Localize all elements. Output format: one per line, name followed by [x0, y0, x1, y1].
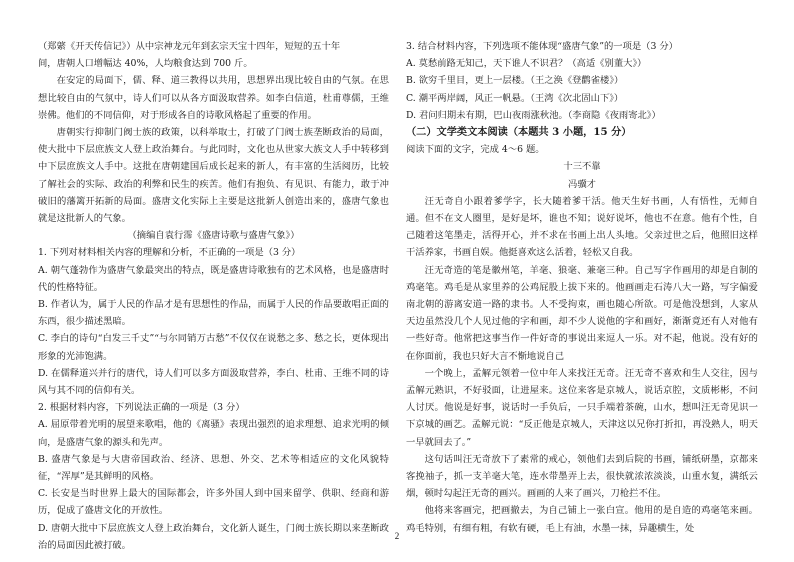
option-2a: A. 屈原带着光明的展望来歌唱，他的《离骚》表现出强烈的追求理想、追求光明的倾向，是盛唐气象的源头和先声。	[38, 419, 389, 448]
text-line: （郑綮《开天传信记》）从中宗神龙元年到玄宗天宝十四年，短短的五十年 间，唐朝人口增幅达 40%，人均粮食达到 700 斤。	[38, 41, 341, 70]
option-3b: B. 欲穷千里目，更上一层楼。（王之涣《登鹳雀楼》）	[406, 75, 624, 87]
question-2: 2. 根据材料内容，下列说法正确的一项是（3 分）	[38, 402, 245, 414]
story-paragraph: 汪无奇自小跟着爹学字，长大随着爹干活。他天生好书画，人有悟性，无师自通。但不在文人圈里，是好是坏，谁也不知；说好说坏，他也不在意。他有个性，自己随着这笔墨走，活得开心，并不求在书画上出人头地。父亲过世之后，他照旧这样干活养家，书画自娱。他挺喜欢这么活着，轻松又自我。	[406, 195, 758, 259]
story-paragraph: 这句话叫汪无奇放下了素常的戒心，领他们去到后院的书画，铺纸研墨，京都来客挽袖子，抓一支羊毫大笔，连水带墨弄上去，很快就浓浓淡淡，山重水复，满纸云烟，顿时勾起汪无奇的画兴。画画的人来了画兴，刀枪拦不住。	[406, 453, 758, 500]
option-1d: D. 在儒释道兴并行的唐代，诗人们可以多方面汲取营养，李白、杜甫、王维不同的诗风与其不同的信仰有关。	[38, 367, 389, 397]
option-3c: C. 潮平两岸阔，风正一帆悬。（王湾《次北固山下》）	[406, 92, 624, 104]
option-1b: B. 作者认为，属于人民的作品才是有思想性的作品，而属于人民的作品要敢唱正面的东西，很少描述黑暗。	[38, 299, 389, 328]
text-line: 在安定的局面下，儒、释、道三教得以共用，思想界出现比较自由的气氛。在思想比较自由的气氛中，诗人们可以从各方面汲取营养。如李白信道，杜甫尊儒，王维崇佛。他们的不同信仰，对于形成各自的诗歌风格起了重要的作用。	[38, 75, 389, 121]
source-citation: （摘编自袁行霈《盛唐诗歌与盛唐气象》）	[127, 230, 300, 242]
story-author: 冯骥才	[568, 178, 596, 190]
story-paragraph: 一个晚上，孟解元领着一位中年人来找汪无奇。汪无奇不喜欢和生人交往，因与孟解元熟识，不好驳面，让进屋来。这位来客是京城人，说话京腔，文质彬彬，不问人讨厌。他说是好事，说话时一手负后，一只手端着茶碗，山水，想叫汪无奇见识一下京城的画艺。孟解元说：“反正他是京城人，天津这以兄你打折扣，再没熟人，明天一早就回去了。”	[406, 367, 758, 448]
section-heading: （二）文学类文本阅读（本题共 3 小题，15 分）	[406, 126, 632, 139]
option-1a: A. 朝气蓬勃作为盛唐气象最突出的特点，既是盛唐诗歌独有的艺术风格，也是盛唐时代的性格特征。	[38, 264, 389, 293]
option-2b: B. 盛唐气象是与大唐帝国政治、经济、思想、外交、艺术等相适应的文化风貌特征，“浑厚”是其鲜明的风格。	[38, 453, 389, 483]
story-paragraph: 汪无奇造的笔是徽州笔，羊毫、狼毫、兼毫三种。自己写字作画用的却是自制的鸡毫笔。鸡毛是从家里养的公鸡屁股上拔下来的。他画画走石涛八大一路，写字偏爱南北朝的游离安道一路的隶书。人不受拘束，画也随心所欲。可是他没想到，人家从天边虽然没几个人见过他的字和画，却不少人说他的字和画好，渐渐竟还有人对他有一些好奇。他常把这事当作一件好奇的事说出来逗人一乐。对不起，他说。没有好的在你面前，我也只好大言不惭地说自己	[406, 264, 758, 362]
story-title: 十三不靠	[563, 161, 601, 173]
page-number: 2	[394, 531, 400, 541]
option-2d: D. 唐朝大批中下层庶族文人登上政治舞台，文化新人诞生，门阀士族长期以来垄断政治的局面因此被打破。	[38, 522, 389, 551]
option-2c: C. 长安是当时世界上最大的国际都会，许多外国人到中国来留学、供职、经商和游历，促成了盛唐文化的开放性。	[38, 488, 389, 517]
story-paragraph: 他将来客画完，把画撤去，为自己铺上一张白宣。他用的是自造的鸡毫笔来画。鸡毛特别，有细有粗，有软有硬，毛上有油，水墨一抹，异趣横生，处	[406, 505, 758, 534]
option-1c: C. 李白的诗句“白发三千丈”“与尔同销万古愁”不仅仅在说愁之多、愁之长，更体现出形象的光沛饱满。	[38, 333, 389, 362]
option-3d: D. 君问归期未有期，巴山夜雨涨秋池。（李商隐《夜雨寄北》）	[406, 109, 661, 121]
right-column	[406, 38, 758, 537]
question-3: 3. 结合材料内容，下列选项不能体现“盛唐气象”的一项是（3 分）	[406, 41, 678, 52]
question-1: 1. 下列对材料相关内容的理解和分析，不正确的一项是（3 分）	[38, 247, 301, 259]
option-3a: A. 莫愁前路无知己，天下谁人不识君？（高适《别董大》）	[406, 58, 647, 70]
reading-instruction: 阅读下面的文字，完成 4～6 题。	[406, 144, 545, 156]
text-line: 唐朝实行抑制门阀士族的政策，以科举取士，打破了门阀士族垄断政治的局面，使大批中下层庶族文人登上政治舞台。与此同时，文化也从世家大族文人手中转移到中下层庶族文人手中。这批在唐朝建国后成长起来的新人，有丰富的生活阅历，比较了解社会的实际、政治的利弊和民生的疾苦。他们有抱负、有见识、有能力，敢于冲破旧的藩篱开拓新的局面。盛唐文化实际上主要是这批新人创造出来的，盛唐气象也就是这批新人的气象。	[38, 127, 389, 225]
left-column	[38, 38, 389, 554]
